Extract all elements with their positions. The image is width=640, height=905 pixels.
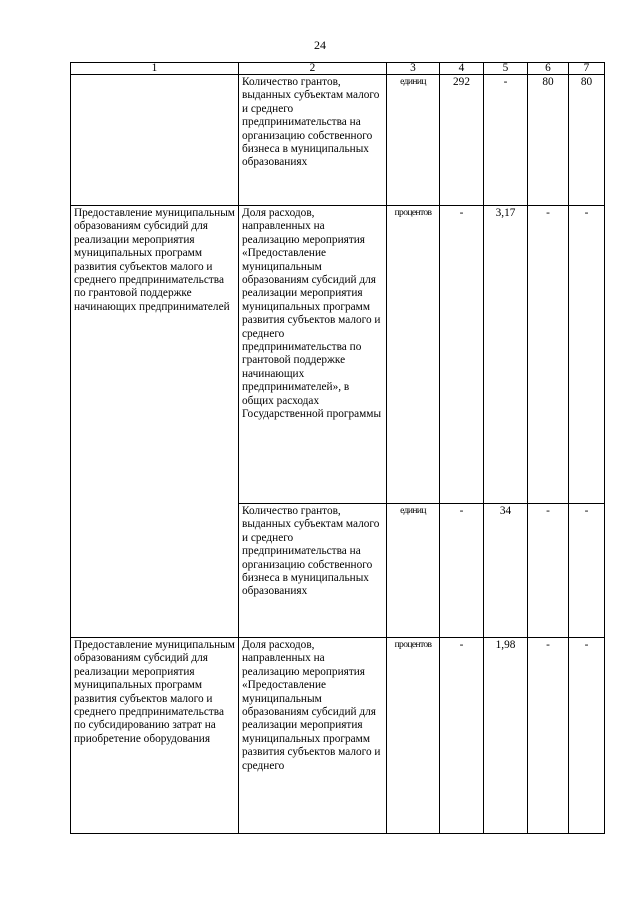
page-number: 24 xyxy=(314,38,326,52)
indicator-name-cell: Количество грантов, выданных субъектам малого и среднего предпринимательства на организацию собственного бизнеса в муниципальных образованиях xyxy=(239,504,387,638)
table-row xyxy=(71,75,605,206)
column-header: 2 xyxy=(239,63,387,75)
column-header: 7 xyxy=(569,63,605,75)
column-header: 4 xyxy=(440,63,484,75)
value-cell: - xyxy=(440,638,484,834)
value-cell: 1,98 xyxy=(484,638,528,834)
activity-cell xyxy=(71,75,239,206)
unit-cell: процентов xyxy=(387,638,440,834)
unit-cell: процентов xyxy=(387,206,440,504)
indicator-name-cell: Доля расходов, направленных на реализацию мероприятия «Предоставление муниципальным образованиям субсидий для реализации мероприятия муниципальных программ развития субъектов малого и среднего xyxy=(239,638,387,834)
value-cell: - xyxy=(528,504,569,638)
value-cell: - xyxy=(528,206,569,504)
value-cell: 80 xyxy=(569,75,605,206)
value-cell: - xyxy=(569,504,605,638)
indicator-name-cell: Количество грантов, выданных субъектам малого и среднего предпринимательства на организацию собственного бизнеса в муниципальных образованиях xyxy=(239,75,387,206)
value-cell: 34 xyxy=(484,504,528,638)
value-cell: 80 xyxy=(528,75,569,206)
column-header: 6 xyxy=(528,63,569,75)
column-header: 5 xyxy=(484,63,528,75)
header-row xyxy=(71,63,605,75)
indicators-table xyxy=(70,62,605,834)
unit-cell: единиц xyxy=(387,504,440,638)
table-row xyxy=(71,638,605,834)
indicator-name-cell: Доля расходов, направленных на реализацию мероприятия «Предоставление муниципальным образованиям субсидий для реализации мероприятия муниципальных программ развития субъектов малого и среднего предпринимательства по грантовой поддержке начинающих предпринимателей», в общих расходах Государственной программы xyxy=(239,206,387,504)
value-cell: 3,17 xyxy=(484,206,528,504)
value-cell: - xyxy=(569,206,605,504)
column-header: 1 xyxy=(71,63,239,75)
value-cell: - xyxy=(569,638,605,834)
value-cell: - xyxy=(484,75,528,206)
value-cell: 292 xyxy=(440,75,484,206)
activity-cell: Предоставление муниципальным образованиям субсидий для реализации мероприятия муниципальных программ развития субъектов малого и среднего предпринимательства по грантовой поддержке начинающих предпринимателей xyxy=(71,206,239,638)
table-row xyxy=(71,206,605,504)
value-cell: - xyxy=(528,638,569,834)
unit-cell: единиц xyxy=(387,75,440,206)
value-cell: - xyxy=(440,504,484,638)
activity-cell: Предоставление муниципальным образованиям субсидий для реализации мероприятия муниципальных программ развития субъектов малого и среднего предпринимательства по субсидированию затрат на приобретение оборудования xyxy=(71,638,239,834)
column-header: 3 xyxy=(387,63,440,75)
value-cell: - xyxy=(440,206,484,504)
